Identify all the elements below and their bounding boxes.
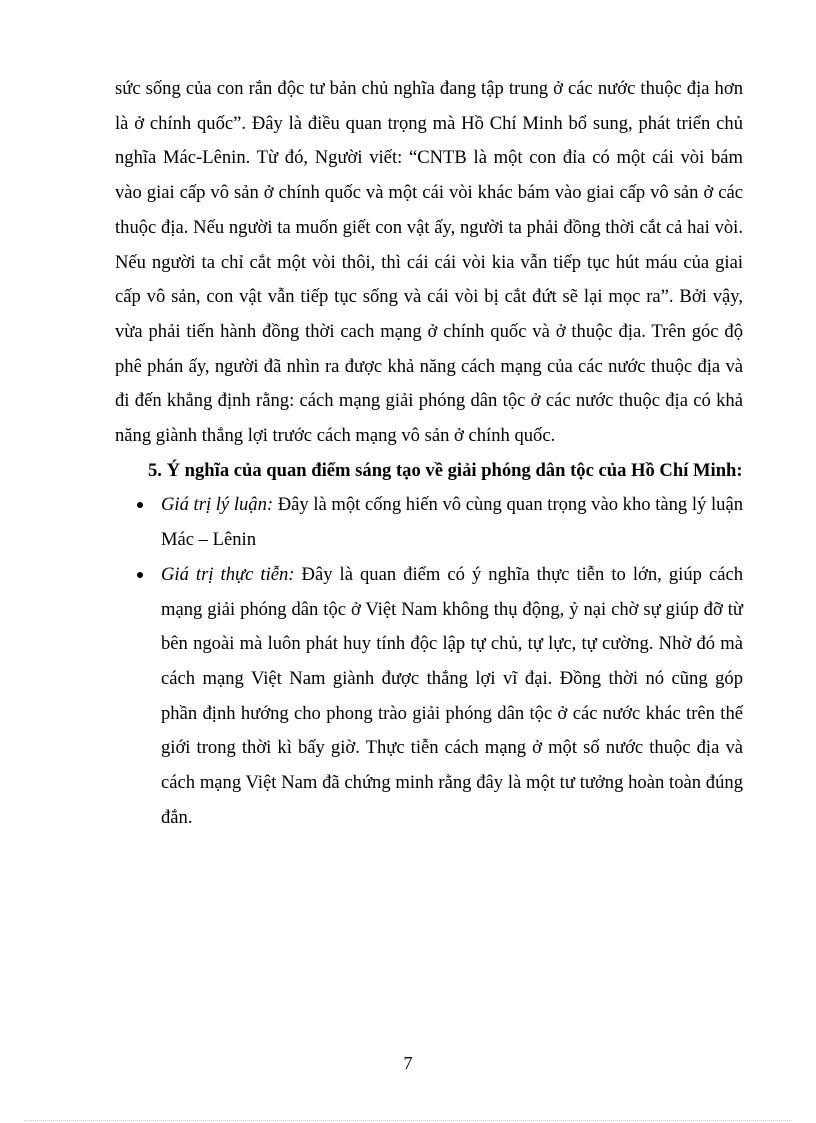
bullet-item-theory [115,488,743,557]
bullet-item-practice [115,558,743,836]
bullet-term: Giá trị lý luận: [161,494,274,516]
page-number: 7 [403,1053,413,1073]
intro-paragraph: sức sống của con rắn độc tư bản chủ nghĩa đang tập trung ở các nước thuộc địa hơn là ở chính quốc”. Đây là điều quan trọng mà Hồ Chí Minh bổ sung, phát triển chủ nghĩa Mác-Lênin. Từ đó, Người viết: “CNTB là một con đỉa có một cái vòi bám vào giai cấp vô sản ở chính quốc và một cái vòi khác bám vào giai cấp vô sản ở các thuộc địa. Nếu người ta muốn giết con vật ấy, người ta phải đồng thời cắt cả hai vòi. Nếu người ta chỉ cắt một vòi thôi, thì cái cái vòi kia vẫn tiếp tục hút máu của giai cấp vô sản, con vật vẫn tiếp tục sống và cái vòi bị cắt đứt sẽ lại mọc ra”. Bởi vậy, vừa phải tiến hành đồng thời cach mạng ở chính quốc và ở thuộc địa. Trên góc độ phê phán ấy, người đã nhìn ra được khả năng cách mạng của các nước thuộc địa và đi đến khẳng định rằng: cách mạng giải phóng dân tộc ở các nước thuộc địa có khả năng giành thắng lợi trước cách mạng vô sản ở chính quốc. [115,78,743,447]
section-heading: 5. Ý nghĩa của quan điểm sáng tạo về giải phóng dân tộc của Hồ Chí Minh: [148,459,743,481]
page-bottom-divider [24,1120,792,1121]
document-body [115,72,743,835]
bullet-description: Đây là quan điểm có ý nghĩa thực tiễn to lớn, giúp cách mạng giải phóng dân tộc ở Việt Nam không thụ động, ỷ nại chờ sự giúp đỡ từ bên ngoài mà luôn phát huy tính độc lập tự chủ, tự lực, tự cường. Nhờ đó mà cách mạng Việt Nam giành được thắng lợi vĩ đại. Đồng thời nó cũng góp phần định hướng cho phong trào giải phóng dân tộc ở các nước khác trên thế giới trong thời kì bấy giờ. Thực tiễn cách mạng ở một số nước thuộc địa và cách mạng Việt Nam đã chứng minh rằng đây là một tư tưởng hoàn toàn đúng đắn. [161,563,743,828]
bullet-text [137,558,743,836]
bullet-text [137,488,743,557]
bullet-list [115,488,743,835]
bullet-term: Giá trị thực tiễn: [161,563,295,585]
bullet-dot-icon [137,572,143,578]
bullet-description: Đây là một cống hiến vô cùng quan trọng vào kho tàng lý luận Mác – Lênin [161,494,743,551]
